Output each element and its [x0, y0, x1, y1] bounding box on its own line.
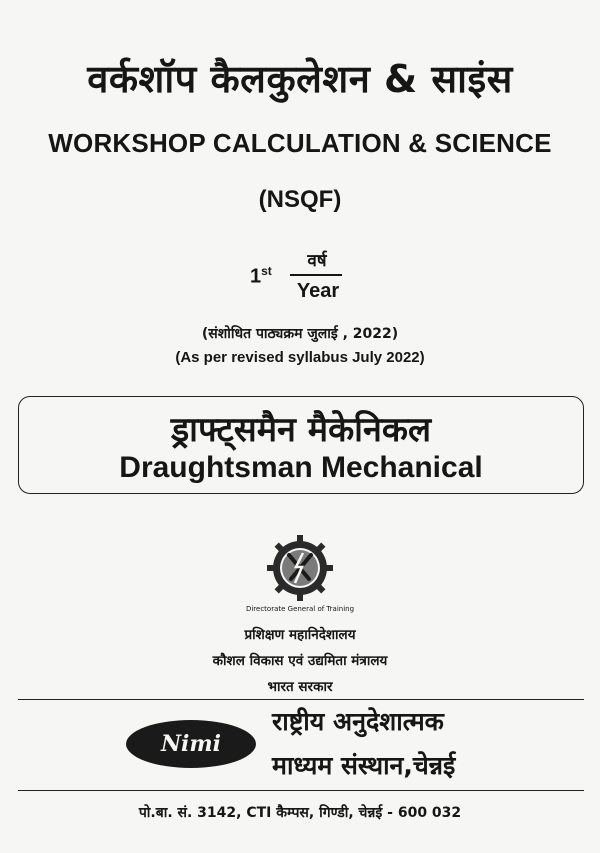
ministry-block: [0, 622, 600, 700]
revised-syllabus-english: (As per revised syllabus July 2022): [175, 349, 425, 366]
nimi-logo-text: Nimi: [160, 731, 222, 757]
trade-name-hindi: ड्राफ्ट्समैन मैकेनिकल: [170, 410, 432, 450]
year-digit: 1: [250, 265, 262, 288]
revised-syllabus-hindi: (संशोधित पाठ्यक्रम जुलाई , 2022): [201, 326, 399, 342]
ministry-line: भारत सरकार: [267, 679, 333, 695]
year-number: [250, 264, 272, 289]
year-fraction-line: [290, 274, 342, 276]
year-suffix: st: [261, 264, 272, 278]
nsqf-label: (NSQF): [258, 186, 342, 213]
year-hindi: वर्ष: [307, 251, 327, 271]
year-english: Year: [296, 280, 340, 302]
trade-name-english: Draughtsman Mechanical: [119, 451, 483, 484]
year-block: [250, 248, 360, 308]
institute-name-line1: राष्ट्रीय अनुदेशात्मक: [272, 707, 444, 736]
ministry-line: प्रशिक्षण महानिदेशालय: [244, 627, 356, 643]
nimi-logo: [126, 720, 256, 768]
title-english: WORKSHOP CALCULATION & SCIENCE: [48, 128, 552, 158]
postal-address: पो.बा. सं. 3142, CTI कैम्पस, गिण्डी, चेन्नई - 600 032: [138, 805, 462, 821]
dgt-caption: Directorate General of Training: [245, 605, 355, 613]
institute-name-line2: माध्यम संस्थान,चेन्नई: [272, 751, 456, 780]
trade-title-box: [18, 396, 584, 494]
title-hindi: वर्कशॉप कैलकुलेशन & साइंस: [87, 57, 513, 101]
divider-top: [18, 699, 584, 700]
dgt-gear-emblem-icon: [265, 533, 335, 603]
ministry-line: कौशल विकास एवं उद्यमिता मंत्रालय: [212, 653, 388, 669]
divider-bottom: [18, 790, 584, 791]
